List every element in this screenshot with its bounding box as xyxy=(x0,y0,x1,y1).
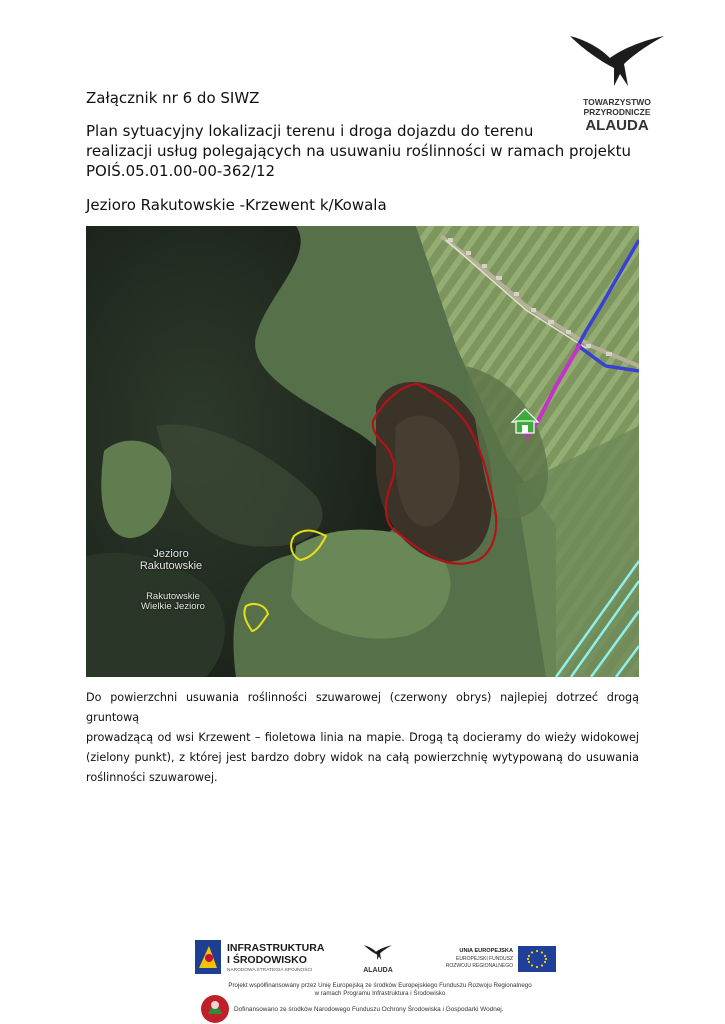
nfos-emblem-icon xyxy=(200,994,230,1024)
description-paragraph xyxy=(86,688,639,788)
description-line2: prowadzącą od wsi Krzewent – fioletowa linia na mapie. Drogą tą docieramy do wieży widokowej xyxy=(86,731,639,744)
footer xyxy=(190,936,570,1024)
infrastruktura-logo xyxy=(195,940,325,980)
description-line4: roślinności szuwarowej. xyxy=(86,771,218,784)
wielkie-label-line2: Wielkie Jezioro xyxy=(141,601,205,612)
title-line2: realizacji usług polegających na usuwaniu roślinności w ramach projektu xyxy=(86,142,631,160)
description-line1: Do powierzchni usuwania roślinności szuwarowej (czerwony obrys) najlepiej dotrzeć drogą gruntową xyxy=(86,691,639,724)
ue-line3: ROZWOJU REGIONALNEGO xyxy=(445,963,513,969)
ue-line2: EUROPEJSKI FUNDUSZ xyxy=(456,956,513,962)
lake-label xyxy=(136,548,206,572)
cofinance-line2: w ramach Programu Infrastruktura i Środowisko xyxy=(314,990,446,997)
lake-label-line1: Jezioro xyxy=(153,548,189,560)
wielkie-label xyxy=(128,592,218,612)
satellite-map xyxy=(86,226,639,677)
is-line1: INFRASTRUKTURA xyxy=(227,942,325,954)
eu-logo xyxy=(445,946,563,976)
alauda-logo xyxy=(566,28,668,136)
wielkie-label-line1: Rakutowskie xyxy=(146,591,200,602)
eu-flag-icon xyxy=(518,946,556,972)
nfos-text: Dofinansowano ze środków Narodowego Funduszu Ochrony Środowiska i Gospodarki Wodnej. xyxy=(234,1006,504,1013)
cofinance-line1: Projekt współfinansowany przez Unię Europejską ze środków Europejskiego Funduszu Rozwoju Regionalnego xyxy=(228,982,532,989)
is-line2: I ŚRODOWISKO xyxy=(227,954,307,966)
logo-line1: TOWARZYSTWO xyxy=(583,97,651,107)
location-heading: Jezioro Rakutowskie -Krzewent k/Kowala xyxy=(86,196,387,214)
alauda-footer-text: ALAUDA xyxy=(363,967,393,974)
alauda-footer-logo xyxy=(358,942,398,978)
lake-label-line2: Rakutowskie xyxy=(139,560,203,572)
bird-icon xyxy=(566,28,668,90)
ue-line1: UNIA EUROPEJSKA xyxy=(459,948,513,954)
is-emblem-icon xyxy=(195,940,223,976)
description-line3: (zielony punkt), z której jest bardzo dobry widok na całą powierzchnię wytypowaną do usuwania xyxy=(86,751,639,764)
title-line1: Plan sytuacyjny lokalizacji terenu i droga dojazdu do terenu xyxy=(86,122,534,140)
attachment-label: Załącznik nr 6 do SIWZ xyxy=(86,89,260,107)
logo-line3: ALAUDA xyxy=(585,117,649,134)
logo-line2: PRZYRODNICZE xyxy=(583,107,651,117)
is-sub: NARODOWA STRATEGIA SPÓJNOŚCI xyxy=(227,968,313,973)
bird-icon xyxy=(363,942,393,962)
title-line3: POIŚ.05.01.00-00-362/12 xyxy=(86,162,276,180)
